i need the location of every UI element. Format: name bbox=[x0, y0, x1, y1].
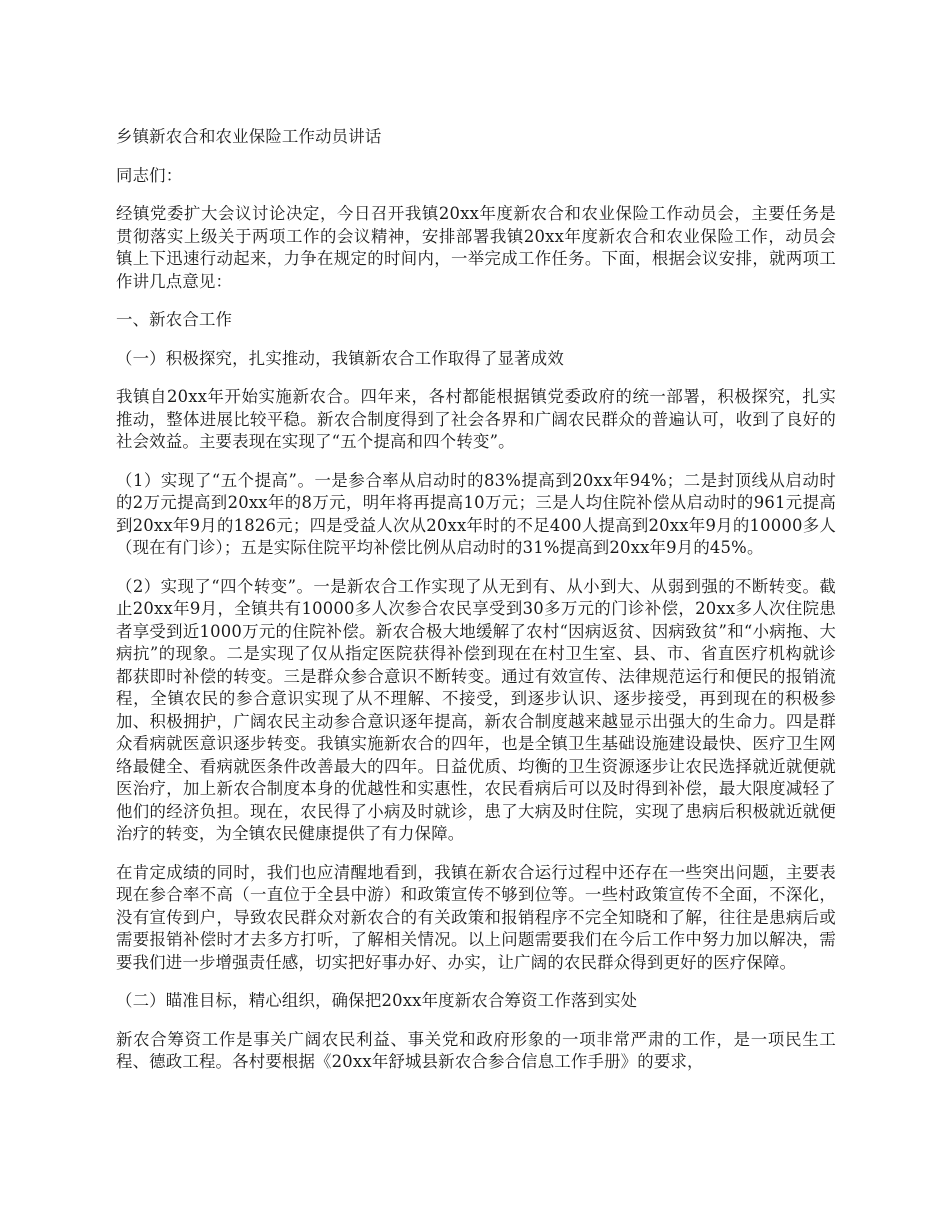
paragraph: 在肯定成绩的同时，我们也应清醒地看到，我镇在新农合运行过程中还存在一些突出问题，主要表现在参合率不高（一直位于全县中游）和政策宣传不够到位等。一些村政策宣传不全面，不深化，没有宣传到户，导致农民群众对新农合的有关政策和报销程序不完全知晓和了解，往往是患病后或需要报销补偿时才去多方打听，了解相关情况。以上问题需要我们在今后工作中努力加以解决，需要我们进一步增强责任感，切实把好事办好、办实，让广阔的农民群众得到更好的医疗保障。 bbox=[116, 862, 836, 972]
document-page bbox=[116, 126, 836, 1074]
greeting: 同志们： bbox=[116, 165, 183, 185]
paragraph: （2）实现了“四个转变”。一是新农合工作实现了从无到有、从小到大、从弱到强的不断转变。截止20xx年9月，全镇共有10000多人次参合农民享受到30多万元的门诊补偿，20xx多人次住院患者享受到近1000万元的住院补偿。新农合极大地缓解了农村“因病返贫、因病致贫”和“小病拖、大病抗”的现象。二是实现了仅从指定医院获得补偿到现在在村卫生室、县、市、省直医疗机构就诊都获即时补偿的转变。三是群众参合意识不断转变。通过有效宣传、法律规范运行和便民的报销流程，全镇农民的参合意识实现了从不理解、不接受，到逐步认识、逐步接受，再到现在的积极参加、积极拥护，广阔农民主动参合意识逐年提高，新农合制度越来越显示出强大的生命力。四是群众看病就医意识逐步转变。我镇实施新农合的四年，也是全镇卫生基础设施建设最快、医疗卫生网络最健全、看病就医条件改善最大的四年。日益优质、均衡的卫生资源逐步让农民选择就近就便就医治疗，加上新农合制度本身的优越性和实惠性，农民看病后可以及时得到补偿，最大限度减轻了他们的经济负担。现在，农民得了小病及时就诊，患了大病及时住院，实现了患病后积极就近就便治疗的转变，为全镇农民健康提供了有力保障。 bbox=[116, 576, 836, 843]
subsection-heading: （一）积极探究，扎实推动，我镇新农合工作取得了显著成效 bbox=[116, 348, 564, 368]
paragraph-intro: 经镇党委扩大会议讨论决定，今日召开我镇20xx年度新农合和农业保险工作动员会，主要任务是贯彻落实上级关于两项工作的会议精神，安排部署我镇20xx年度新农合和农业保险工作，动员会镇上下迅速行动起来，力争在规定的时间内，一举完成工作任务。下面，根据会议安排，就两项工作讲几点意见： bbox=[116, 204, 836, 291]
section-heading: 一、新农合工作 bbox=[116, 310, 233, 329]
document-title: 乡镇新农合和农业保险工作动员讲话 bbox=[116, 127, 382, 146]
paragraph: 新农合筹资工作是事关广阔农民利益、事关党和政府形象的一项非常严肃的工作，是一项民生工程、德政工程。各村要根据《20xx年舒城县新农合参合信息工作手册》的要求， bbox=[116, 1029, 836, 1071]
paragraph: 我镇自20xx年开始实施新农合。四年来，各村都能根据镇党委政府的统一部署，积极探究，扎实推动，整体进展比较平稳。新农合制度得到了社会各界和广阔农民群众的普遍认可，收到了良好的社会效益。主要表现在实现了“五个提高和四个转变”。 bbox=[116, 387, 836, 451]
subsection-heading: （二）瞄准目标，精心组织，确保把20xx年度新农合筹资工作落到实处 bbox=[116, 991, 638, 1010]
paragraph: （1）实现了“五个提高”。一是参合率从启动时的83%提高到20xx年94%；二是封顶线从启动时的2万元提高到20xx年的8万元，明年将再提高10万元；三是人均住院补偿从启动时的961元提高到20xx年9月的1826元；四是受益人次从20xx年时的不足400人提高到20xx年9月的10000多人（现在有门诊）；五是实际住院平均补偿比例从启动时的31%提高到20xx年9月的45%。 bbox=[116, 470, 836, 557]
